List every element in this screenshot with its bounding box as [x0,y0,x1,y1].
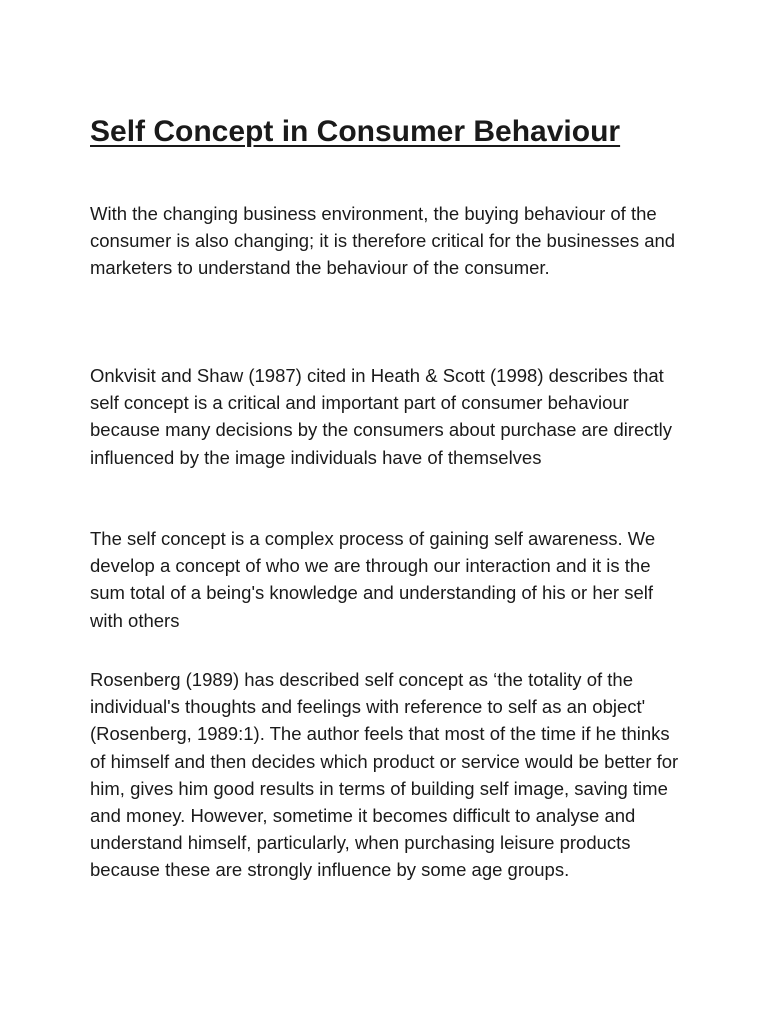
paragraph-rosenberg: Rosenberg (1989) has described self concept as ‘the totality of the individual's thoughts and feelings with reference to self as an object' (Rosenberg, 1989:1). The author feels that most of the time if he thinks of himself and then decides which product or service would be better for him, gives him good results in terms of building self image, saving time and money. However, sometime it becomes difficult to analyse and understand himself, particularly, when purchasing leisure products because these are strongly influence by some age groups. [90,669,679,881]
paragraph-intro: With the changing business environment, the buying behaviour of the consumer is also changing; it is therefore critical for the businesses and marketers to understand the behaviour of the consumer. [90,203,676,279]
paragraph-onkvisit-shaw: Onkvisit and Shaw (1987) cited in Heath & Scott (1998) describes that self concept is a critical and important part of consumer behaviour because many decisions by the consumers about purchase are directly influenced by the image individuals have of themselves [90,365,673,468]
paragraph-self-awareness: The self concept is a complex process of gaining self awareness. We develop a concept of who we are through our interaction and it is the sum total of a being's knowledge and understanding of his or her self with others [90,528,656,631]
document-title: Self Concept in Consumer Behaviour [90,115,621,148]
